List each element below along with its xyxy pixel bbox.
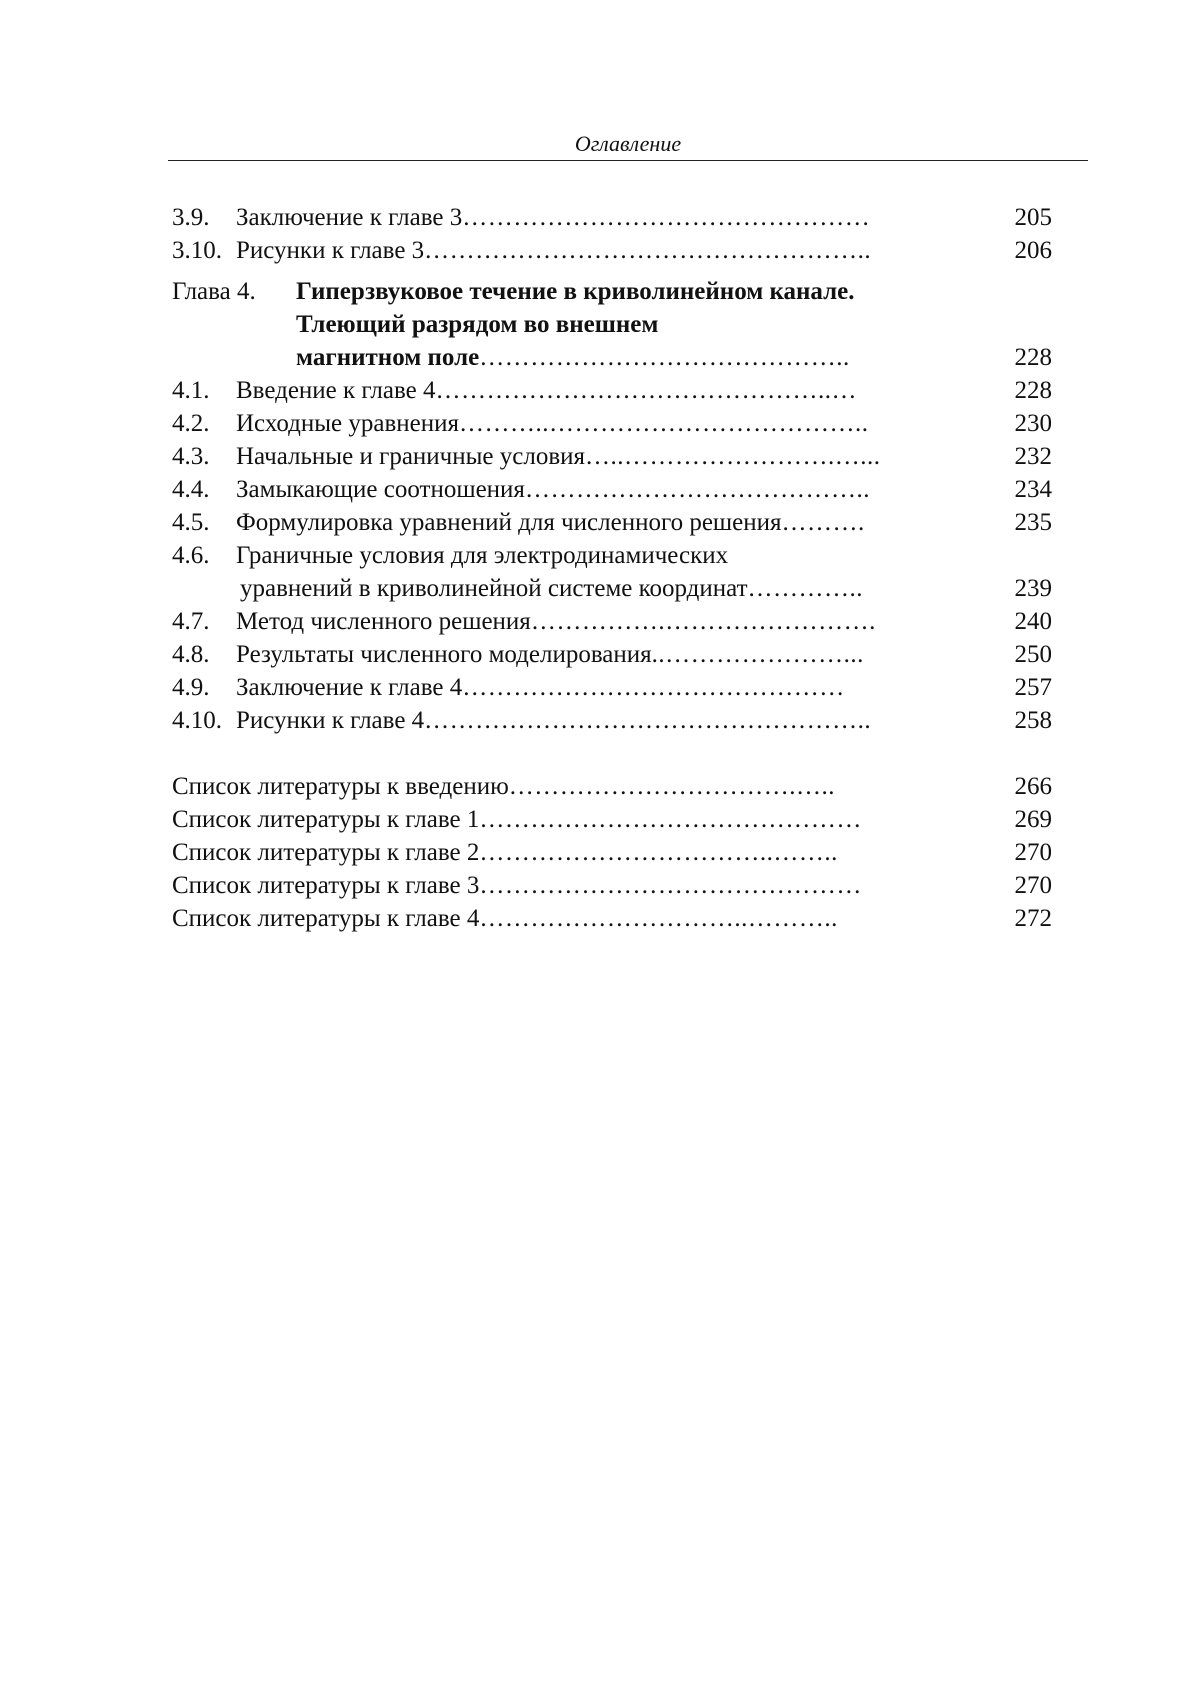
chapter-title-line-3: магнитном поле…………………………………….. bbox=[296, 344, 850, 371]
entry-page: 270 bbox=[1014, 872, 1052, 899]
entry-number: 3.9. bbox=[172, 204, 210, 231]
chapter-title-line-1: Гиперзвуковое течение в криволинейном канале. bbox=[296, 278, 855, 305]
toc-entry-4-9[interactable] bbox=[172, 671, 1052, 704]
toc-entry-references-ch3[interactable] bbox=[172, 869, 1052, 902]
toc-entry-4-4[interactable] bbox=[172, 473, 1052, 506]
entry-page: 272 bbox=[1014, 905, 1052, 932]
entry-number: 4.8. bbox=[172, 641, 210, 668]
running-header: Оглавление bbox=[574, 131, 682, 156]
toc-entry-4-3[interactable] bbox=[172, 440, 1052, 473]
entry-title: Заключение к главе 3………………………………………… bbox=[236, 204, 871, 231]
entry-page: 266 bbox=[1014, 773, 1052, 800]
entry-number: 4.9. bbox=[172, 674, 210, 701]
entry-page: 257 bbox=[1014, 674, 1052, 701]
toc-entry-4-10[interactable] bbox=[172, 704, 1052, 737]
toc-entry-references-ch1[interactable] bbox=[172, 803, 1052, 836]
entry-page: 234 bbox=[1014, 476, 1052, 503]
header-rule bbox=[168, 160, 1088, 161]
entry-title: Начальные и граничные условия…..…………………….…... bbox=[236, 443, 881, 470]
toc-entry-3-10[interactable] bbox=[172, 234, 1052, 267]
toc-entry-4-1[interactable] bbox=[172, 374, 1052, 407]
entry-page: 269 bbox=[1014, 806, 1052, 833]
entry-page: 240 bbox=[1014, 608, 1052, 635]
entry-title: Заключение к главе 4……………………………………… bbox=[236, 674, 845, 701]
toc-entry-4-2[interactable] bbox=[172, 407, 1052, 440]
chapter-page: 228 bbox=[1014, 344, 1052, 371]
toc-entry-4-8[interactable] bbox=[172, 638, 1052, 671]
entry-number: 3.10. bbox=[172, 237, 222, 264]
entry-title: уравнений в криволинейной системе координат………….. bbox=[240, 575, 864, 602]
toc-entry-4-5[interactable] bbox=[172, 506, 1052, 539]
entry-title: Замыкающие соотношения………………………………….. bbox=[236, 476, 870, 503]
toc-entry-4-6[interactable] bbox=[172, 539, 1052, 572]
entry-title: Список литературы к главе 3……………………………………… bbox=[172, 872, 862, 899]
entry-title: Результаты численного моделирования..…………………... bbox=[236, 641, 864, 668]
entry-title: Введение к главе 4………………………………………..… bbox=[236, 377, 857, 404]
toc-entry-references-ch2[interactable] bbox=[172, 836, 1052, 869]
entry-page: 206 bbox=[1014, 237, 1052, 264]
entry-page: 232 bbox=[1014, 443, 1052, 470]
chapter-label: Глава 4. bbox=[172, 278, 256, 305]
entry-page: 250 bbox=[1014, 641, 1052, 668]
entry-title: Список литературы к главе 4…………………………..……….. bbox=[172, 905, 838, 932]
table-of-contents bbox=[172, 201, 1052, 935]
entry-title: Рисунки к главе 4…………………………………………….. bbox=[236, 707, 872, 734]
entry-title: Список литературы к главе 2……………………………..…….. bbox=[172, 839, 838, 866]
entry-title: Формулировка уравнений для численного решения………. bbox=[236, 509, 865, 536]
entry-number: 4.10. bbox=[172, 707, 222, 734]
chapter-title-line-2: Тлеющий разрядом во внешнем bbox=[296, 311, 659, 338]
toc-entry-4-7[interactable] bbox=[172, 605, 1052, 638]
entry-number: 4.1. bbox=[172, 377, 210, 404]
entry-number: 4.3. bbox=[172, 443, 210, 470]
entry-number: 4.7. bbox=[172, 608, 210, 635]
entry-number: 4.2. bbox=[172, 410, 210, 437]
chapter-4-heading-end bbox=[172, 341, 1052, 374]
entry-title: Исходные уравнения………..……………………………….. bbox=[236, 410, 869, 437]
entry-page: 235 bbox=[1014, 509, 1052, 536]
entry-title: Метод численного решения…………….……………………. bbox=[236, 608, 876, 635]
entry-number: 4.6. bbox=[172, 542, 210, 569]
entry-page: 205 bbox=[1014, 204, 1052, 231]
entry-page: 258 bbox=[1014, 707, 1052, 734]
toc-entry-4-6-cont[interactable] bbox=[172, 572, 1052, 605]
chapter-4-heading-cont bbox=[172, 308, 1052, 341]
chapter-4-heading[interactable] bbox=[172, 275, 1052, 308]
entry-number: 4.4. bbox=[172, 476, 210, 503]
entry-page: 228 bbox=[1014, 377, 1052, 404]
entry-title: Рисунки к главе 3…………………………………………….. bbox=[236, 237, 872, 264]
entry-page: 230 bbox=[1014, 410, 1052, 437]
section-spacer bbox=[172, 737, 1052, 770]
entry-number: 4.5. bbox=[172, 509, 210, 536]
toc-entry-references-ch4[interactable] bbox=[172, 902, 1052, 935]
toc-entry-references-intro[interactable] bbox=[172, 770, 1052, 803]
entry-title: Список литературы к введению…………………………….….. bbox=[172, 773, 836, 800]
entry-page: 270 bbox=[1014, 839, 1052, 866]
entry-page: 239 bbox=[1014, 575, 1052, 602]
entry-title: Граничные условия для электродинамических bbox=[236, 542, 729, 569]
entry-title: Список литературы к главе 1……………………………………… bbox=[172, 806, 862, 833]
toc-entry-3-9[interactable] bbox=[172, 201, 1052, 234]
